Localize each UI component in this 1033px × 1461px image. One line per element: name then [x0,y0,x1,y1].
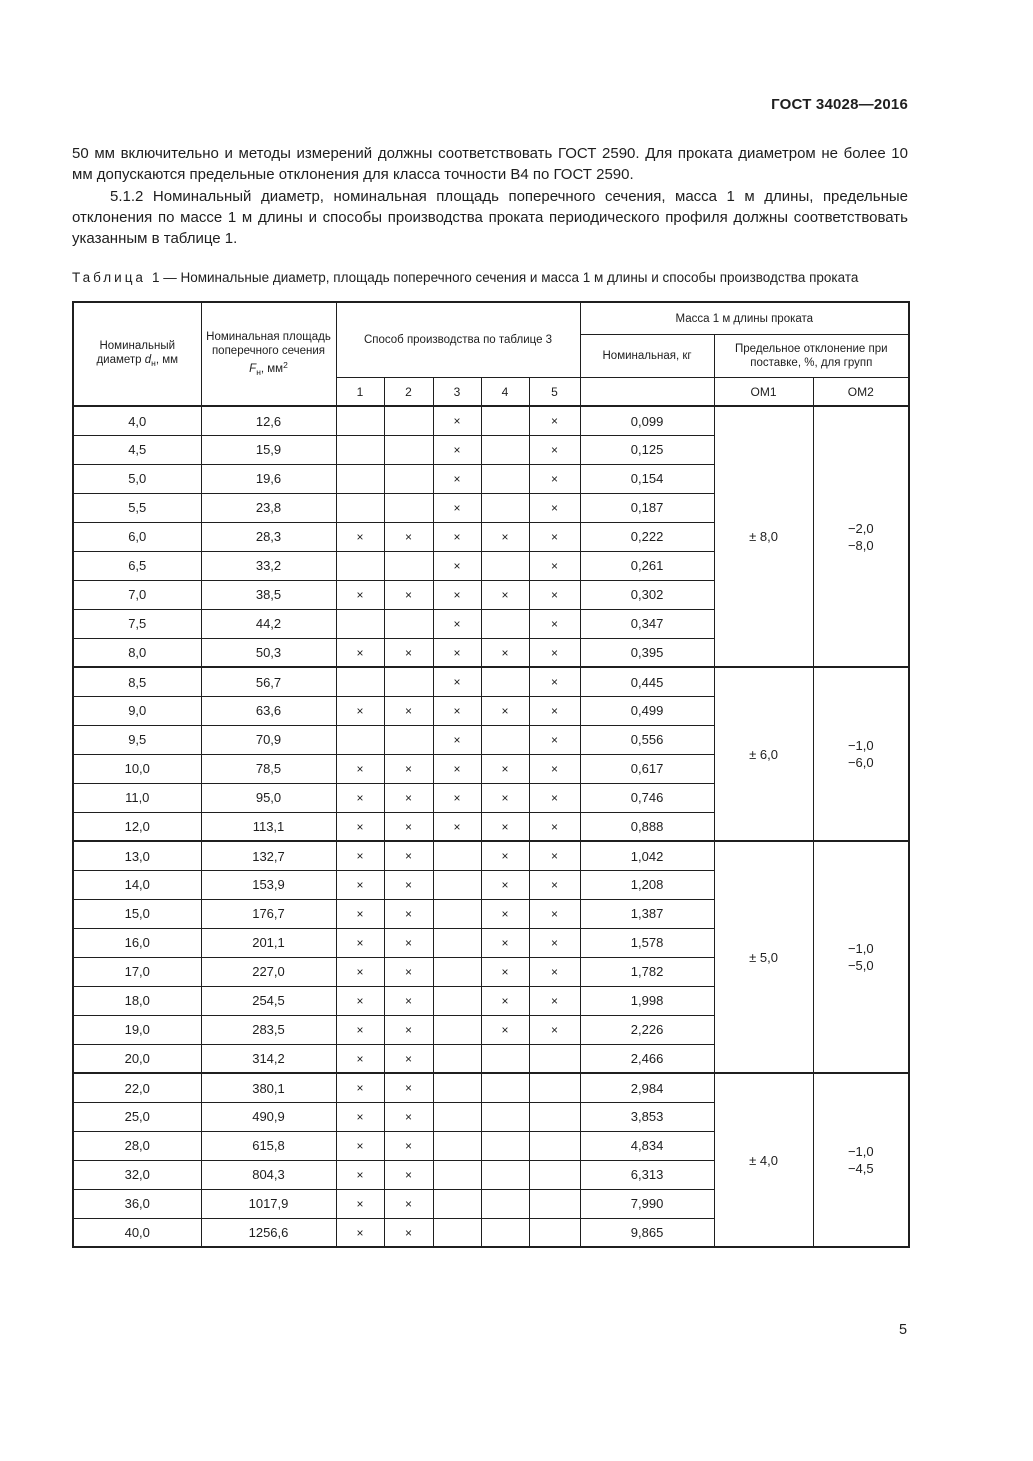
cell-method-1: × [336,1044,384,1073]
diameter-symbol: d [144,353,152,366]
cell-method-3 [433,870,481,899]
cell-method-5: × [529,841,580,870]
col-header-om2: ОМ2 [813,377,909,406]
col-header-diameter-text: Номинальный диаметр [96,339,176,366]
cell-method-2: × [384,754,433,783]
cell-diameter: 12,0 [73,812,201,841]
table-caption-text: — Номинальные диаметр, площадь поперечного сечения и масса 1 м длины и способы производства проката [163,270,859,286]
cell-method-4 [481,1102,529,1131]
cell-mass: 1,998 [580,986,714,1015]
cell-method-3 [433,1131,481,1160]
cell-method-1: × [336,899,384,928]
cell-om1-tolerance: ± 6,0 [714,667,813,841]
col-header-empty [580,377,714,406]
cell-area: 153,9 [201,870,336,899]
cell-diameter: 40,0 [73,1218,201,1247]
cell-mass: 0,222 [580,522,714,551]
table-caption-label: Таблица [72,270,146,286]
cell-om2-tolerance: −1,0 −5,0 [813,841,909,1073]
cell-method-4 [481,609,529,638]
cell-method-4: × [481,957,529,986]
cell-method-1 [336,464,384,493]
col-header-method-5: 5 [529,377,580,406]
cell-method-5: × [529,812,580,841]
cell-method-3 [433,1073,481,1102]
cell-diameter: 19,0 [73,1015,201,1044]
cell-area: 44,2 [201,609,336,638]
cell-method-1: × [336,522,384,551]
cell-method-1: × [336,957,384,986]
cell-method-1: × [336,1160,384,1189]
cell-method-3: × [433,667,481,696]
cell-method-4 [481,406,529,435]
cell-method-5 [529,1044,580,1073]
table-caption-number: 1 [151,270,160,286]
cell-mass: 0,187 [580,493,714,522]
cell-mass: 0,395 [580,638,714,667]
cell-method-2: × [384,899,433,928]
cell-method-5: × [529,551,580,580]
cell-method-3: × [433,464,481,493]
cell-method-4 [481,1160,529,1189]
col-header-method-4: 4 [481,377,529,406]
cell-mass: 2,984 [580,1073,714,1102]
cell-method-1: × [336,986,384,1015]
cell-method-4: × [481,899,529,928]
cell-method-3 [433,1218,481,1247]
cell-mass: 6,313 [580,1160,714,1189]
paragraph-5-1-2: 5.1.2 Номинальный диаметр, номинальная площадь поперечного сечения, масса 1 м длины, предельные отклонения по массе 1 м длины и способы производства проката периодического профиля должны соответствовать указанным в таблице 1. [72,187,908,248]
cell-method-2 [384,406,433,435]
cell-method-5: × [529,1015,580,1044]
cell-diameter: 36,0 [73,1189,201,1218]
cell-method-2: × [384,1102,433,1131]
cell-mass: 9,865 [580,1218,714,1247]
cell-area: 38,5 [201,580,336,609]
cell-area: 1017,9 [201,1189,336,1218]
page-content [72,0,908,1248]
cell-area: 95,0 [201,783,336,812]
cell-method-1: × [336,870,384,899]
cell-method-1 [336,551,384,580]
col-header-method-2: 2 [384,377,433,406]
cell-diameter: 10,0 [73,754,201,783]
cell-method-3 [433,899,481,928]
cell-method-3: × [433,522,481,551]
cell-method-5 [529,1218,580,1247]
cell-diameter: 16,0 [73,928,201,957]
cell-mass: 0,888 [580,812,714,841]
cell-method-1: × [336,1218,384,1247]
cell-method-3 [433,1160,481,1189]
cell-diameter: 7,5 [73,609,201,638]
cell-method-3: × [433,754,481,783]
cell-method-4 [481,1073,529,1102]
cell-method-2: × [384,1218,433,1247]
cell-method-3 [433,1189,481,1218]
cell-mass: 0,617 [580,754,714,783]
cell-method-2: × [384,1073,433,1102]
col-header-area-text: Номинальная площадь поперечного сечения [206,330,331,357]
cell-area: 201,1 [201,928,336,957]
cell-method-1 [336,435,384,464]
cell-method-1 [336,406,384,435]
cell-mass: 0,154 [580,464,714,493]
cell-diameter: 28,0 [73,1131,201,1160]
cell-mass: 0,445 [580,667,714,696]
cell-method-3 [433,841,481,870]
cell-method-2: × [384,957,433,986]
cell-area: 23,8 [201,493,336,522]
cell-diameter: 6,0 [73,522,201,551]
cell-method-2 [384,464,433,493]
cell-method-2: × [384,928,433,957]
cell-area: 615,8 [201,1131,336,1160]
cell-method-3 [433,1015,481,1044]
cell-area: 78,5 [201,754,336,783]
cell-method-5: × [529,580,580,609]
cell-method-5 [529,1073,580,1102]
cell-method-1 [336,609,384,638]
col-header-method-group: Способ производства по таблице 3 [336,302,580,377]
cell-om1-tolerance: ± 4,0 [714,1073,813,1247]
cell-method-5 [529,1189,580,1218]
cell-method-4 [481,1218,529,1247]
cell-diameter: 18,0 [73,986,201,1015]
cell-diameter: 8,0 [73,638,201,667]
cell-method-2: × [384,696,433,725]
cell-diameter: 25,0 [73,1102,201,1131]
cell-method-1 [336,725,384,754]
cell-method-1: × [336,580,384,609]
cell-method-5 [529,1102,580,1131]
cell-method-1: × [336,1073,384,1102]
cell-area: 283,5 [201,1015,336,1044]
cell-mass: 1,782 [580,957,714,986]
table-header [73,302,909,406]
cell-area: 1256,6 [201,1218,336,1247]
body-text [72,143,908,249]
cell-method-4: × [481,754,529,783]
cell-diameter: 7,0 [73,580,201,609]
cell-method-1: × [336,928,384,957]
cell-method-5: × [529,783,580,812]
cell-mass: 0,261 [580,551,714,580]
cell-area: 28,3 [201,522,336,551]
cell-method-2: × [384,783,433,812]
cell-method-5: × [529,464,580,493]
cell-mass: 1,208 [580,870,714,899]
cell-method-1: × [336,1131,384,1160]
cell-method-3: × [433,551,481,580]
cell-method-3: × [433,812,481,841]
cell-diameter: 5,0 [73,464,201,493]
cell-method-4: × [481,841,529,870]
cell-method-4: × [481,1015,529,1044]
table-body [73,406,909,1247]
cell-method-3: × [433,783,481,812]
cell-method-2: × [384,580,433,609]
cell-method-4: × [481,870,529,899]
cell-method-4 [481,493,529,522]
cell-mass: 0,099 [580,406,714,435]
cell-method-5: × [529,928,580,957]
diameter-subscript: н [151,357,156,368]
cell-area: 380,1 [201,1073,336,1102]
col-header-area [201,302,336,406]
cell-method-3 [433,1102,481,1131]
cell-mass: 1,387 [580,899,714,928]
cell-method-4: × [481,580,529,609]
paragraph-continuation: 50 мм включительно и методы измерений должны соответствовать ГОСТ 2590. Для проката диаметром не более 10 мм допускаются предельные отклонения для класса точности В4 по ГОСТ 2590. [72,145,908,184]
cell-method-1: × [336,638,384,667]
cell-om2-tolerance: −2,0 −8,0 [813,406,909,667]
cell-method-3: × [433,609,481,638]
cell-method-4: × [481,696,529,725]
cell-method-5: × [529,609,580,638]
cell-method-5: × [529,957,580,986]
cell-om1-tolerance: ± 5,0 [714,841,813,1073]
cell-method-2 [384,667,433,696]
cell-diameter: 17,0 [73,957,201,986]
cell-method-3 [433,928,481,957]
cell-method-4 [481,1189,529,1218]
cell-method-4 [481,725,529,754]
cell-mass: 1,042 [580,841,714,870]
table-row [73,1073,909,1102]
cell-area: 63,6 [201,696,336,725]
cell-method-2 [384,435,433,464]
cell-area: 56,7 [201,667,336,696]
cell-method-2: × [384,1044,433,1073]
cell-method-4 [481,1131,529,1160]
cell-method-1: × [336,696,384,725]
cell-method-3 [433,957,481,986]
cell-area: 12,6 [201,406,336,435]
cell-method-1: × [336,783,384,812]
cell-mass: 0,125 [580,435,714,464]
cell-area: 490,9 [201,1102,336,1131]
cell-method-1: × [336,1189,384,1218]
area-unit: , мм [260,362,284,375]
diameter-unit: , мм [155,353,179,366]
cell-method-3: × [433,725,481,754]
cell-method-3 [433,986,481,1015]
table-caption [72,268,908,288]
cell-area: 33,2 [201,551,336,580]
cell-diameter: 6,5 [73,551,201,580]
cell-diameter: 11,0 [73,783,201,812]
cell-om2-tolerance: −1,0 −6,0 [813,667,909,841]
cell-method-2: × [384,870,433,899]
cell-method-3: × [433,406,481,435]
cell-method-1: × [336,1015,384,1044]
cell-method-2 [384,725,433,754]
cell-method-2: × [384,986,433,1015]
cell-method-3: × [433,696,481,725]
cell-diameter: 20,0 [73,1044,201,1073]
cell-method-3 [433,1044,481,1073]
doc-number: ГОСТ 34028—2016 [771,96,908,113]
cell-area: 113,1 [201,812,336,841]
cell-diameter: 9,0 [73,696,201,725]
cell-method-4: × [481,928,529,957]
cell-method-2 [384,551,433,580]
cell-method-4: × [481,986,529,1015]
cell-method-5: × [529,435,580,464]
cell-method-5: × [529,754,580,783]
cell-area: 314,2 [201,1044,336,1073]
cell-method-1 [336,667,384,696]
cell-method-5: × [529,696,580,725]
area-symbol: F [249,362,257,375]
cell-method-5 [529,1160,580,1189]
cell-diameter: 4,5 [73,435,201,464]
cell-method-5 [529,1131,580,1160]
cell-method-1: × [336,1102,384,1131]
cell-method-4 [481,551,529,580]
cell-method-2: × [384,841,433,870]
cell-diameter: 15,0 [73,899,201,928]
cell-method-5: × [529,899,580,928]
col-header-method-3: 3 [433,377,481,406]
cell-method-2: × [384,522,433,551]
cell-mass: 0,347 [580,609,714,638]
table-row [73,667,909,696]
cell-mass: 2,466 [580,1044,714,1073]
table-row [73,406,909,435]
cell-mass: 0,499 [580,696,714,725]
cell-method-5: × [529,870,580,899]
cell-diameter: 22,0 [73,1073,201,1102]
cell-om2-tolerance: −1,0 −4,5 [813,1073,909,1247]
cell-mass: 4,834 [580,1131,714,1160]
cell-method-2: × [384,1189,433,1218]
cell-area: 176,7 [201,899,336,928]
cell-method-2: × [384,812,433,841]
cell-method-5: × [529,522,580,551]
cell-diameter: 8,5 [73,667,201,696]
cell-area: 132,7 [201,841,336,870]
main-table [72,301,910,1248]
cell-mass: 0,556 [580,725,714,754]
cell-method-5: × [529,493,580,522]
area-subscript: н [256,366,261,377]
cell-area: 15,9 [201,435,336,464]
cell-om1-tolerance: ± 8,0 [714,406,813,667]
cell-method-3: × [433,435,481,464]
cell-diameter: 13,0 [73,841,201,870]
page-number: 5 [898,1322,908,1338]
area-unit-sup: 2 [283,359,288,370]
cell-method-4 [481,667,529,696]
cell-method-5: × [529,667,580,696]
cell-method-5: × [529,986,580,1015]
cell-method-3: × [433,493,481,522]
cell-method-2: × [384,1015,433,1044]
cell-method-2: × [384,638,433,667]
cell-area: 70,9 [201,725,336,754]
cell-mass: 3,853 [580,1102,714,1131]
cell-method-2: × [384,1131,433,1160]
cell-method-4: × [481,812,529,841]
cell-method-5: × [529,638,580,667]
col-header-mass-group: Масса 1 м длины проката [580,302,909,334]
col-header-om1: ОМ1 [714,377,813,406]
table-row [73,841,909,870]
cell-method-2: × [384,1160,433,1189]
col-header-method-1: 1 [336,377,384,406]
cell-mass: 0,746 [580,783,714,812]
cell-mass: 2,226 [580,1015,714,1044]
cell-method-4: × [481,522,529,551]
cell-area: 50,3 [201,638,336,667]
cell-mass: 7,990 [580,1189,714,1218]
cell-method-2 [384,493,433,522]
cell-method-4: × [481,638,529,667]
cell-mass: 0,302 [580,580,714,609]
cell-method-4 [481,464,529,493]
cell-area: 19,6 [201,464,336,493]
cell-method-1: × [336,812,384,841]
cell-diameter: 32,0 [73,1160,201,1189]
cell-method-5: × [529,406,580,435]
cell-area: 227,0 [201,957,336,986]
col-header-diameter [73,302,201,406]
cell-method-4 [481,435,529,464]
cell-method-5: × [529,725,580,754]
cell-area: 804,3 [201,1160,336,1189]
cell-method-4 [481,1044,529,1073]
cell-method-1: × [336,841,384,870]
cell-mass: 1,578 [580,928,714,957]
col-header-deviation: Предельное отклонение при поставке, %, для групп [714,334,909,377]
cell-diameter: 4,0 [73,406,201,435]
cell-method-3: × [433,580,481,609]
cell-diameter: 14,0 [73,870,201,899]
cell-method-3: × [433,638,481,667]
cell-diameter: 5,5 [73,493,201,522]
cell-method-4: × [481,783,529,812]
col-header-mass-nominal: Номинальная, кг [580,334,714,377]
cell-method-1: × [336,754,384,783]
cell-area: 254,5 [201,986,336,1015]
cell-method-1 [336,493,384,522]
cell-method-2 [384,609,433,638]
cell-diameter: 9,5 [73,725,201,754]
